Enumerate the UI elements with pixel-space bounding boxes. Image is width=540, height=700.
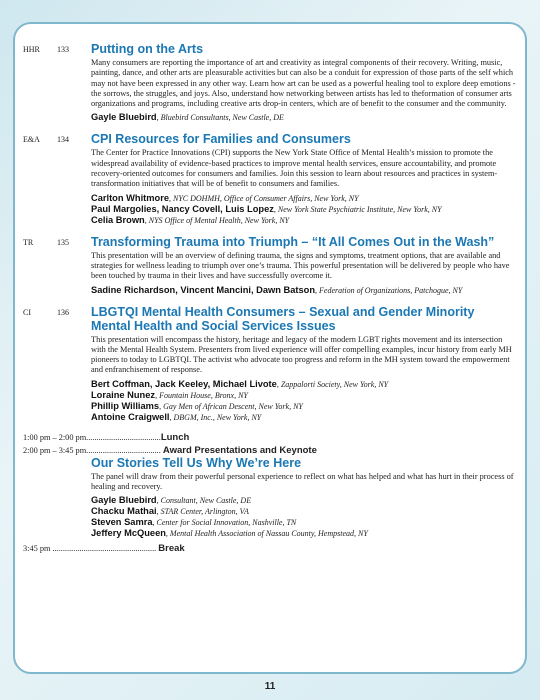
- presenter-affiliation: Zappalorti Society, New York, NY: [280, 379, 389, 389]
- presenter-line: Gayle Bluebird, Consultant, New Castle, DE: [91, 495, 252, 506]
- presenter-affiliation: Center for Social Innovation, Nashville, TN: [156, 518, 297, 528]
- presenter-line: Sadine Richardson, Vincent Mancini, Dawn Batson, Federation of Organizations, Patchogue, NY: [91, 284, 463, 295]
- break-row: [23, 543, 517, 554]
- presenter-names: Steven Samra: [91, 517, 153, 528]
- presenter-names: Bert Coffman, Jack Keeley, Michael Livote: [91, 378, 277, 389]
- presenter-names: Gayle Bluebird: [91, 495, 157, 506]
- break-label: Break: [158, 543, 185, 555]
- session-list: [23, 42, 517, 423]
- presenter-affiliation: New York State Psychiatric Institute, New York, NY: [277, 204, 442, 214]
- session-body: [91, 42, 516, 123]
- presenter-names: Phillip Williams: [91, 400, 160, 411]
- session-number: 134: [57, 135, 69, 145]
- presenter-affiliation: Bluebird Consultants, New Castle, DE: [160, 113, 284, 123]
- session-body: [91, 132, 516, 225]
- presenter-names: Celia Brown: [91, 214, 145, 225]
- presenter-line: Jeffery McQueen, Mental Health Association of Nassau County, Hempstead, NY: [91, 528, 368, 539]
- session: [23, 132, 517, 225]
- presenter-line: Paul Margolies, Nancy Covell, Luis Lopez, New York State Psychiatric Institute, New York, NY: [91, 203, 442, 214]
- presenter-affiliation: Consultant, New Castle, DE: [160, 496, 252, 506]
- keynote-description: The panel will draw from their powerful personal experience to reflect on what has helped and what has hurt in their process of healing and recovery.: [91, 471, 514, 492]
- session: [23, 235, 517, 296]
- presenter-affiliation: DBGM, Inc., New York, NY: [173, 412, 262, 422]
- lunch-label: Lunch: [160, 431, 190, 443]
- presenter-names: Carlton Whitmore: [91, 192, 169, 203]
- presenter-line: Loraine Nunez, Fountain House, Bronx, NY: [91, 389, 248, 400]
- lunch-row: [23, 432, 517, 443]
- presenter-line: Bert Coffman, Jack Keeley, Michael Livote, Zappalorti Society, New York, NY: [91, 378, 389, 389]
- session-title: CPI Resources for Families and Consumers: [91, 132, 351, 147]
- session-number: 133: [57, 45, 69, 54]
- award-label: Award Presentations and Keynote: [162, 444, 317, 456]
- presenter-line: Chacku Mathai, STAR Center, Arlington, VA: [91, 506, 249, 517]
- session-track-code: HHR: [23, 45, 40, 54]
- session: [23, 42, 517, 123]
- presenter-line: Celia Brown, NYS Office of Mental Health, New York, NY: [91, 214, 290, 225]
- presenter-names: Chacku Mathai: [91, 506, 157, 517]
- award-time: 2:00 pm – 3:45 pm....................................: [23, 445, 161, 455]
- lunch-time: 1:00 pm – 2:00 pm....................................: [23, 432, 161, 442]
- presenter-names: Paul Margolies, Nancy Covell, Luis Lopez: [91, 203, 274, 214]
- session-body: [91, 235, 516, 296]
- page-frame: [13, 22, 527, 674]
- session-track-code: CI: [23, 307, 31, 317]
- session-description: The Center for Practice Innovations (CPI) supports the New York State Office of Mental Health’s mission to promote the widespread availability of evidence-based practices to improve mental health services, ensure accountability, and promote recovery-oriented outcomes for consumers and families. Join this session to learn about resources and practices in system-transformation initiatives that will be of benefit to consumers and families.: [91, 148, 498, 189]
- presenter-line: Phillip Williams, Gay Men of African Descent, New York, NY: [91, 400, 303, 411]
- presenter-names: Jeffery McQueen: [91, 528, 166, 539]
- presenter-line: Carlton Whitmore, NYC DOHMH, Office of Consumer Affairs, New York, NY: [91, 192, 359, 203]
- session-body: [91, 305, 516, 423]
- presenter-names: Gayle Bluebird: [91, 112, 157, 123]
- session-description: Many consumers are reporting the importance of art and creativity as integral components of their recovery. Writing, music, painting, dance, and other arts are pleasurable activities but can also be a conduit for expression of those parts of the self which may not have been expressed in any other way. Learn how art can be used as a powerful healing tool to explore deep emotions - the sorrows, the struggles, and joys. Also, understand how networking between artists has led to theformation of consumer arts organizations and programs, including creative arts drop-in centers, which are of benefit to the consumer and the community.: [91, 58, 516, 109]
- presenter-names: Sadine Richardson, Vincent Mancini, Dawn Batson: [91, 284, 316, 295]
- presenter-affiliation: Federation of Organizations, Patchogue, NY: [319, 285, 463, 295]
- presenter-affiliation: Gay Men of African Descent, New York, NY: [163, 401, 303, 411]
- presenter-affiliation: NYC DOHMH, Office of Consumer Affairs, New York, NY: [173, 193, 359, 203]
- session-number: 135: [57, 237, 69, 247]
- session: [23, 305, 517, 423]
- keynote-title: Our Stories Tell Us Why We’re Here: [91, 455, 302, 470]
- award-row: [23, 445, 517, 456]
- keynote-block: [91, 456, 516, 540]
- page-number: 11: [264, 681, 276, 692]
- session-title: Putting on the Arts: [91, 42, 204, 56]
- session-title: LBGTQI Mental Health Consumers – Sexual and Gender Minority Mental Health and Social Services Issues: [91, 304, 475, 333]
- program-content: [23, 42, 517, 554]
- keynote-presenters: [91, 495, 516, 539]
- session-track-code: E&A: [23, 135, 40, 145]
- presenter-affiliation: Fountain House, Bronx, NY: [159, 390, 248, 400]
- presenter-affiliation: Mental Health Association of Nassau County, Hempstead, NY: [169, 529, 368, 539]
- presenter-line: Antoine Craigwell, DBGM, Inc., New York, NY: [91, 411, 262, 422]
- session-title: Transforming Trauma into Triumph – “It All Comes Out in the Wash”: [91, 234, 495, 249]
- presenter-line: Gayle Bluebird, Bluebird Consultants, New Castle, DE: [91, 112, 284, 123]
- presenter-names: Loraine Nunez: [91, 389, 156, 400]
- presenter-names: Antoine Craigwell: [91, 411, 170, 422]
- presenter-affiliation: NYS Office of Mental Health, New York, NY: [148, 215, 290, 225]
- session-number: 136: [57, 307, 69, 317]
- break-time: 3:45 pm ..................................................: [23, 544, 157, 554]
- session-track-code: TR: [23, 237, 34, 247]
- presenter-affiliation: STAR Center, Arlington, VA: [160, 507, 249, 517]
- presenter-line: Steven Samra, Center for Social Innovation, Nashville, TN: [91, 517, 297, 528]
- session-description: This presentation will be an overview of defining trauma, the signs and symptoms, treatment options, that are available and strategies for wellness leading to triumph over one’s trauma. This powerful presentation will be delivered by people who have been touched by trauma in their lives and have successfully overcome it.: [91, 250, 510, 281]
- session-description: This presentation will encompass the history, heritage and legacy of the modern LGBT rights movement and its intersection with the Mental Health System. Presenters from lived experience will offer compelling examples, incur history from early MH pioneers to today to LGBTQI. The activist who advocate too progress and reform in the MH system toward the empowerment and enfranchisement of response.: [91, 334, 512, 375]
